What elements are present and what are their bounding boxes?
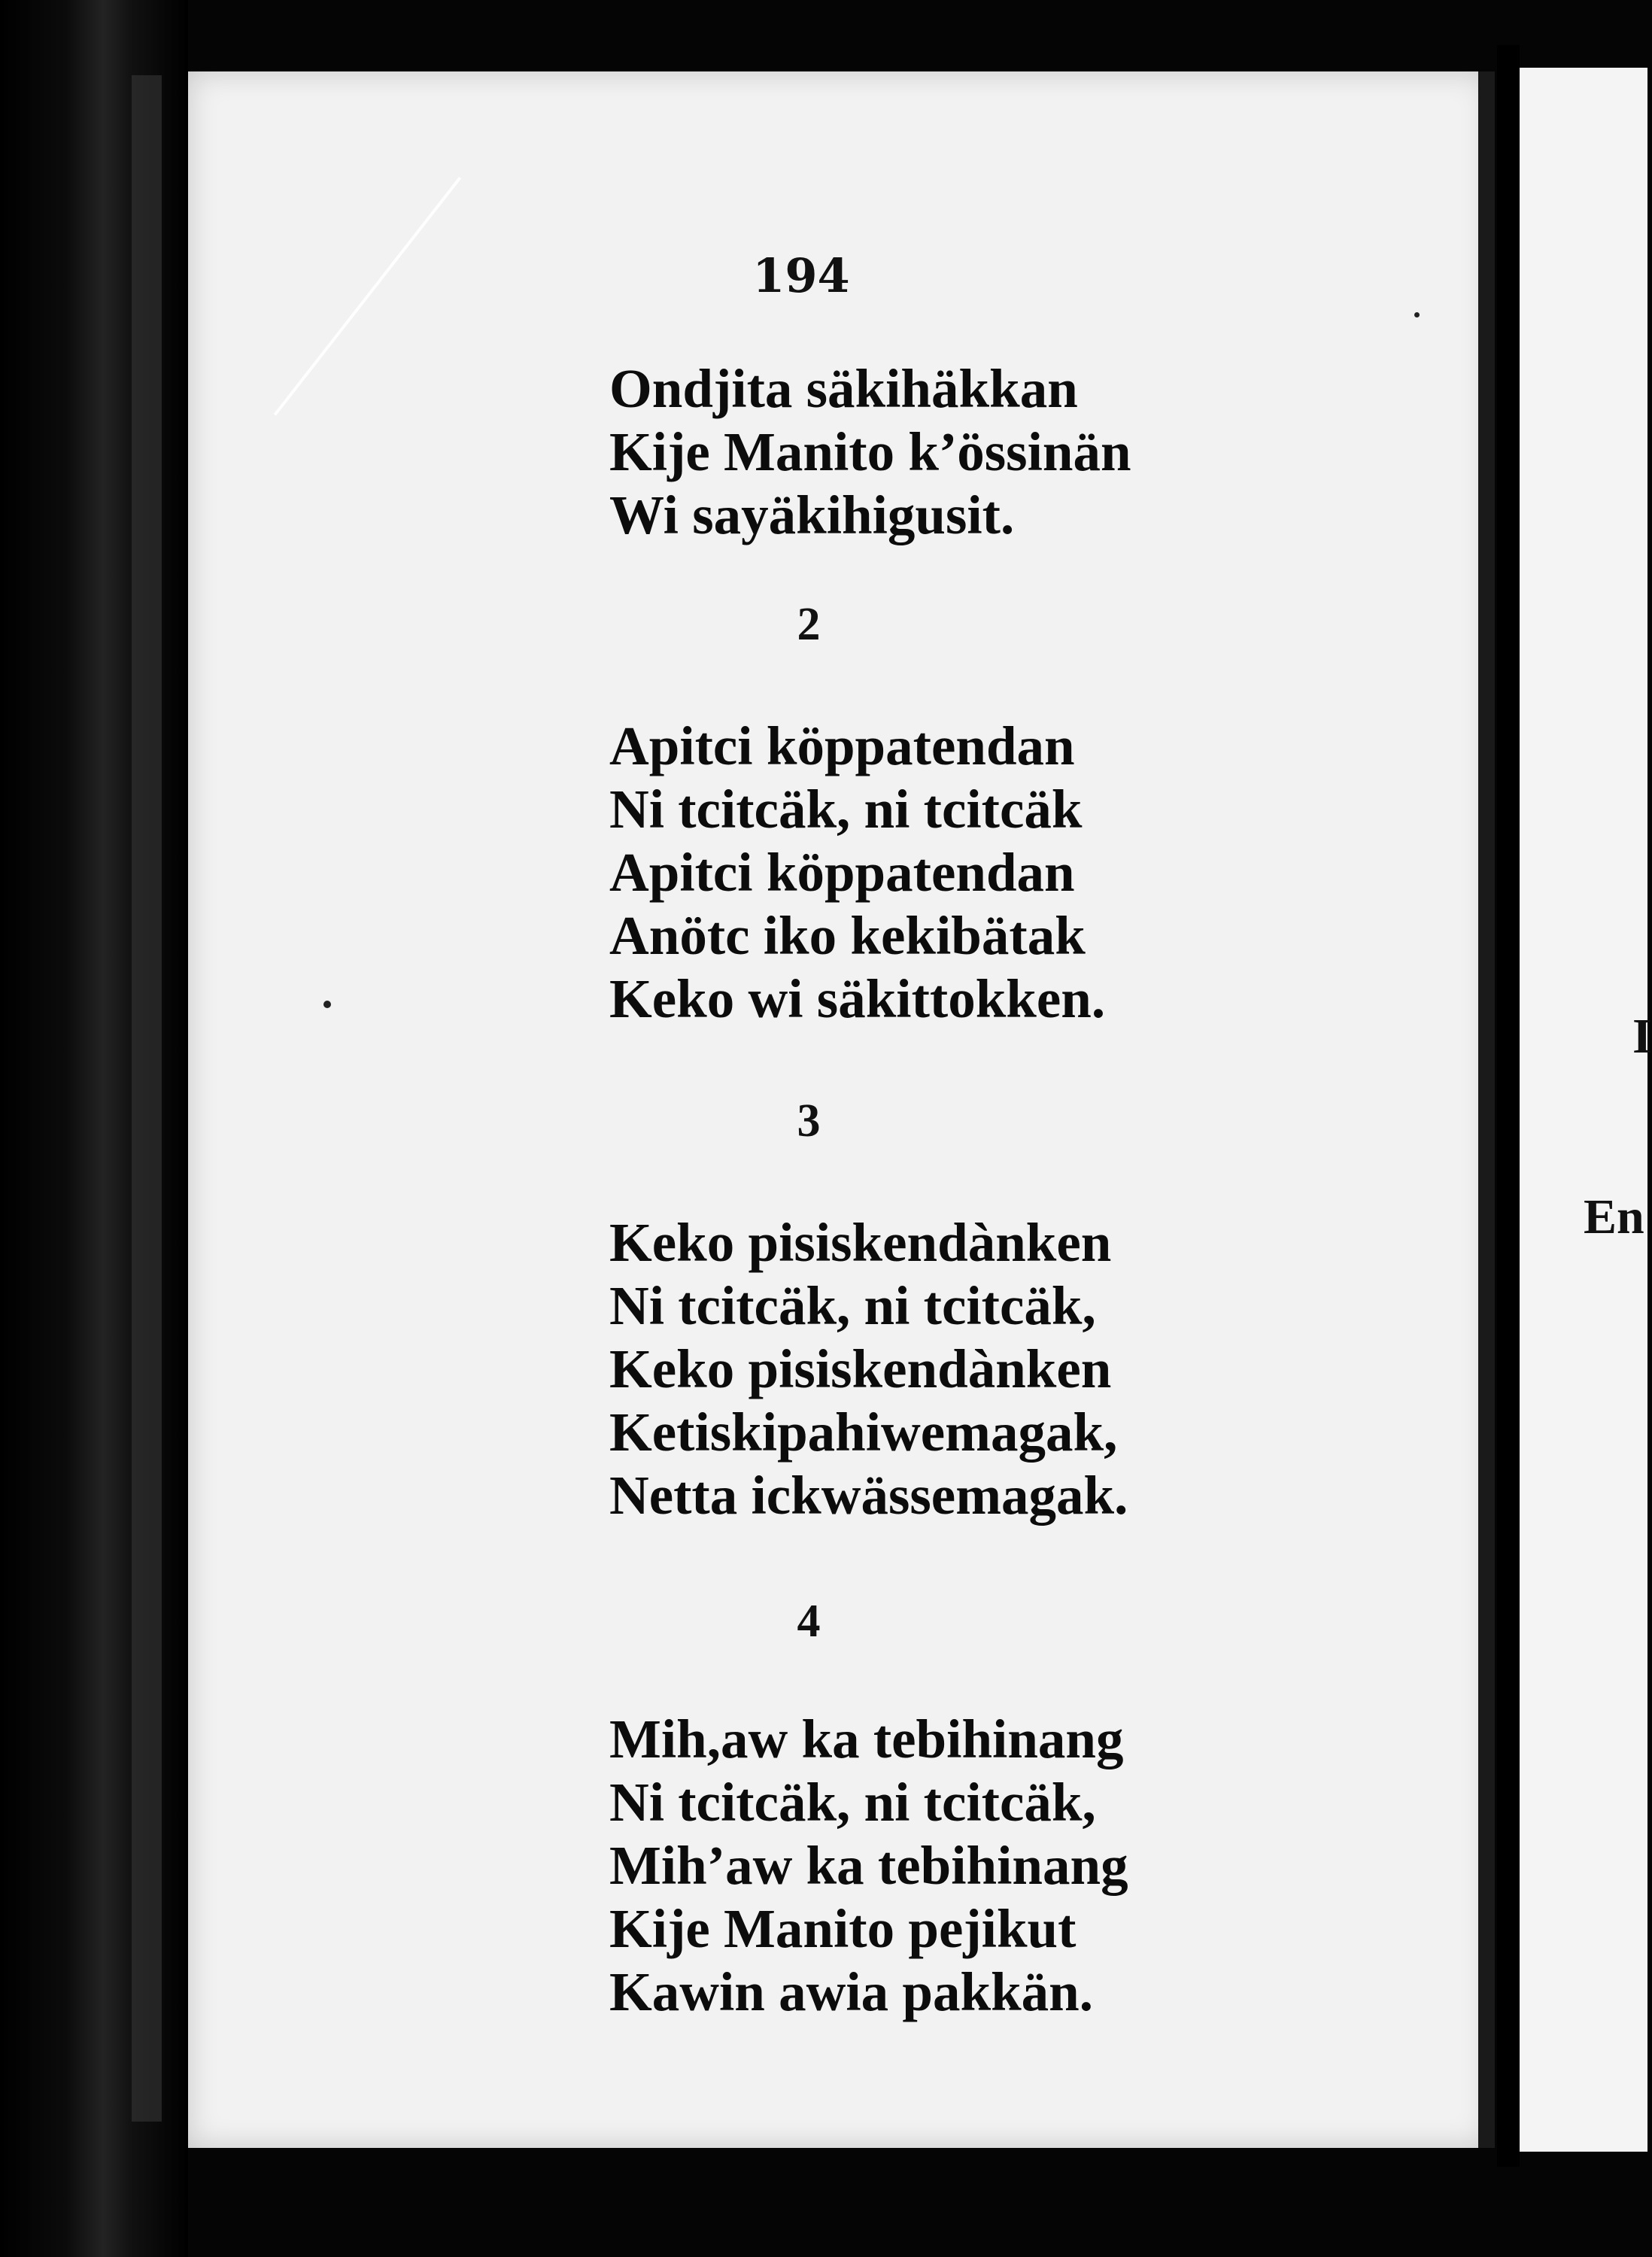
ink-speck [1414, 312, 1420, 317]
page-edge-shadow [1478, 71, 1495, 2148]
ink-speck [323, 1001, 331, 1008]
facing-page-fragment: I [1632, 1009, 1652, 1064]
stanza-number: 3 [797, 1095, 821, 1147]
stanza-3 [609, 1211, 1128, 1527]
verse-line: Keko wi säkittokken. [609, 968, 1106, 1029]
verse-line: Ni tcitcäk, ni tcitcäk, [609, 1772, 1096, 1833]
verse-line: Ni tcitcäk, ni tcitcäk, [609, 1275, 1096, 1336]
facing-page-fragment: En [1584, 1189, 1644, 1244]
binding-shadow [132, 75, 162, 2122]
stanza-4 [609, 1708, 1128, 2024]
verse-line: Ondjita säkihäkkan [609, 358, 1078, 419]
facing-page [1520, 68, 1652, 2152]
verse-line: Mih,aw ka tebihinang [609, 1709, 1124, 1769]
stanza-2 [609, 715, 1105, 1031]
verse-line: Kije Manito pejikut [609, 1898, 1077, 1959]
verse-line: Netta ickwässemagak. [609, 1465, 1128, 1526]
book-gutter [1497, 45, 1520, 2167]
verse-line: Ketiskipahiwemagak, [609, 1402, 1118, 1463]
stanza-number: 2 [797, 599, 821, 650]
page-number: 194 [752, 248, 850, 303]
verse-line: Keko pisiskendànken [609, 1338, 1112, 1399]
verse-line: Ni tcitcäk, ni tcitcäk [609, 779, 1083, 840]
verse-line: Keko pisiskendànken [609, 1212, 1112, 1273]
verse-line: Anötc iko kekibätak [609, 905, 1086, 966]
verse-line: Kawin awia pakkän. [609, 1961, 1094, 2022]
book-page [188, 71, 1490, 2148]
verse-line: Apitci köppatendan [609, 715, 1075, 776]
verse-line: Mih’aw ka tebihinang [609, 1835, 1128, 1896]
stanza-number: 4 [797, 1596, 821, 1647]
verse-line: Kije Manito k’össinän [609, 421, 1131, 482]
verse-line: Wi sayäkihigusit. [609, 485, 1015, 545]
stanza-1 [609, 357, 1131, 547]
verse-line: Apitci köppatendan [609, 842, 1075, 903]
